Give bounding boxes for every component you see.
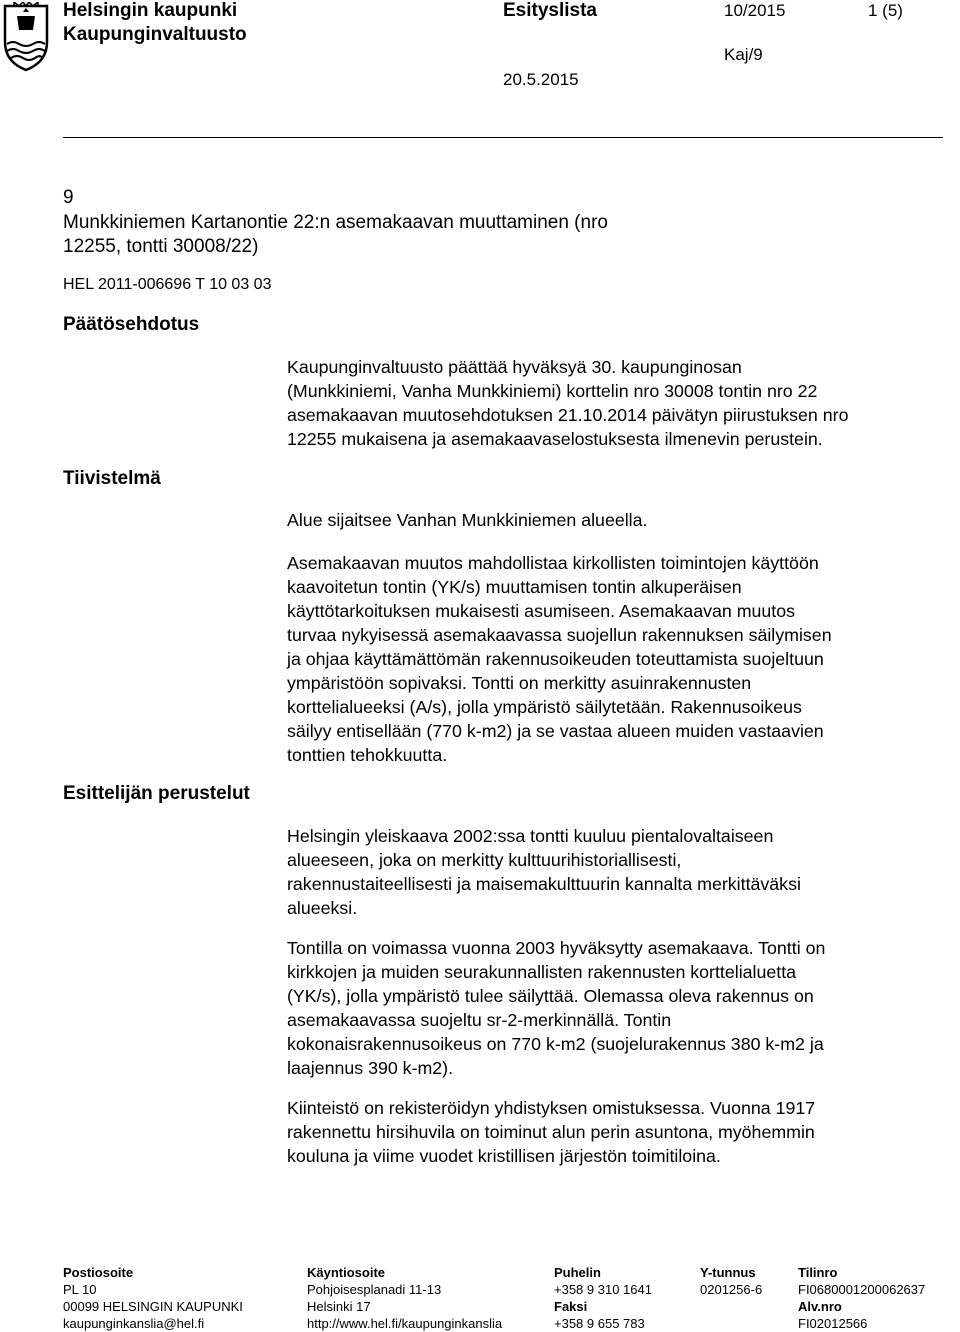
footer-phone bbox=[554, 1264, 652, 1332]
text-line: säilyy entisellään (770 k-m2) ja se vastaa alueen muiden vastaavien bbox=[287, 721, 824, 741]
footer-account-label: Tilinro bbox=[798, 1265, 838, 1280]
footer-website-link[interactable]: http://www.hel.fi/kaupunginkanslia bbox=[307, 1316, 503, 1331]
text-line: kokonaisrakennusoikeus on 770 k-m2 (suojelurakennus 380 k-m2 ja bbox=[287, 1034, 824, 1054]
text-line: (YK/s), jolla ympäristö tulee säilyttää. Olemassa oleva rakennus on bbox=[287, 986, 814, 1006]
text-line: Kaupunginvaltuusto päättää hyväksyä 30. kaupunginosan bbox=[287, 357, 742, 377]
text-line: ja ohjaa käyttämättömän rakennusoikeuden toteuttamista suojeltuun bbox=[287, 649, 824, 669]
summary-paragraph-2 bbox=[287, 551, 937, 767]
rationale-paragraph-1 bbox=[287, 824, 937, 920]
footer-postal-box: PL 10 bbox=[63, 1282, 97, 1297]
item-title-line-1: Munkkiniemen Kartanontie 22:n asemakaavan muuttaminen (nro bbox=[63, 212, 608, 233]
case-id: HEL 2011-006696 T 10 03 03 bbox=[63, 276, 272, 293]
text-line: turvaa nykyisessä asemakaavassa suojellun rakennuksen säilymisen bbox=[287, 625, 832, 645]
text-line: kouluna ja viime vuodet kristillisen järjestön toimitiloina. bbox=[287, 1146, 721, 1166]
footer-phone-number: +358 9 310 1641 bbox=[554, 1282, 652, 1297]
footer-postal bbox=[63, 1264, 243, 1332]
heading-summary: Tiivistelmä bbox=[63, 468, 161, 489]
text-line: (Munkkiniemi, Vanha Munkkiniemi) korttelin nro 30008 tontin nro 22 bbox=[287, 381, 818, 401]
item-number: 9 bbox=[63, 187, 74, 208]
heading-proposal: Päätösehdotus bbox=[63, 314, 200, 335]
footer-visit-street: Pohjoisesplanadi 11-13 bbox=[307, 1282, 442, 1297]
footer-ytunnus-label: Y-tunnus bbox=[700, 1265, 756, 1280]
meeting-date: 20.5.2015 bbox=[503, 70, 579, 89]
page-indicator: 1 (5) bbox=[868, 1, 903, 20]
text-line: Helsingin yleiskaava 2002:ssa tontti kuuluu pientalovaltaiseen bbox=[287, 826, 774, 846]
rationale-paragraph-2 bbox=[287, 936, 937, 1080]
footer-visit-label: Käyntiosoite bbox=[307, 1265, 386, 1280]
text-line: rakennettu hirsihuvila on toiminut alun perin asuntona, myöhemmin bbox=[287, 1122, 815, 1142]
footer-vat-label: Alv.nro bbox=[798, 1299, 842, 1314]
heading-rationale: Esittelijän perustelut bbox=[63, 783, 250, 804]
text-line: Alue sijaitsee Vanhan Munkkiniemen alueella. bbox=[287, 510, 648, 530]
footer-visit bbox=[307, 1264, 502, 1332]
text-line: kirkkojen ja muiden seurakunnallisten rakennusten korttelialuetta bbox=[287, 962, 797, 982]
text-line: korttelialueeksi (A/s), jolla ympäristö säilytetään. Rakennusoikeus bbox=[287, 697, 802, 717]
text-line: tonttien tehokkuutta. bbox=[287, 745, 448, 765]
footer-vat-value: FI02012566 bbox=[798, 1316, 868, 1331]
footer-postal-label: Postiosoite bbox=[63, 1265, 134, 1280]
header-divider bbox=[63, 137, 943, 138]
text-line: alueeksi. bbox=[287, 898, 358, 918]
footer-account-value: FI0680001200062637 bbox=[798, 1282, 926, 1297]
document-number: 10/2015 bbox=[724, 1, 786, 20]
proposal-paragraph bbox=[287, 355, 937, 451]
footer-fax-label: Faksi bbox=[554, 1299, 588, 1314]
text-line: Tontilla on voimassa vuonna 2003 hyväksytty asemakaava. Tontti on bbox=[287, 938, 826, 958]
item-code: Kaj/9 bbox=[724, 45, 763, 64]
text-line: Asemakaavan muutos mahdollistaa kirkollisten toimintojen käyttöön bbox=[287, 553, 819, 573]
footer-account bbox=[798, 1264, 925, 1332]
footer-postal-code: 00099 HELSINGIN KAUPUNKI bbox=[63, 1299, 243, 1314]
document-type: Esityslista bbox=[503, 0, 597, 21]
text-line: rakennustaiteellisesti ja maisemakulttuurin kannalta merkittäväksi bbox=[287, 874, 801, 894]
decision-body: Kaupunginvaltuusto bbox=[63, 24, 247, 45]
helsinki-coat-of-arms-logo bbox=[1, 2, 51, 72]
footer-phone-label: Puhelin bbox=[554, 1265, 601, 1280]
text-line: Kiinteistö on rekisteröidyn yhdistyksen omistuksessa. Vuonna 1917 bbox=[287, 1098, 816, 1118]
text-line: ympäristöön sopivaksi. Tontti on merkitty asuinrakennusten bbox=[287, 673, 752, 693]
footer-fax-number: +358 9 655 783 bbox=[554, 1316, 645, 1331]
text-line: asemakaavassa suojeltu sr-2-merkinnällä. Tontin bbox=[287, 1010, 672, 1030]
text-line: alueeseen, joka on merkitty kulttuurihistoriallisesti, bbox=[287, 850, 682, 870]
footer-ytunnus-value: 0201256-6 bbox=[700, 1282, 763, 1297]
item-title-line-2: 12255, tontti 30008/22) bbox=[63, 236, 259, 257]
rationale-paragraph-3 bbox=[287, 1096, 937, 1168]
footer-visit-city: Helsinki 17 bbox=[307, 1299, 371, 1314]
text-line: kaavoitetun tontin (YK/s) muuttamisen tontin alkuperäisen bbox=[287, 577, 742, 597]
text-line: laajennus 390 k-m2). bbox=[287, 1058, 454, 1078]
summary-paragraph-1 bbox=[287, 508, 937, 532]
org-name: Helsingin kaupunki bbox=[63, 0, 238, 21]
text-line: käyttötarkoituksen mukaisesti asumiseen. Asemakaavan muutos bbox=[287, 601, 795, 621]
footer-email-link[interactable]: kaupunginkanslia@hel.fi bbox=[63, 1316, 205, 1331]
text-line: asemakaavan muutosehdotuksen 21.10.2014 päivätyn piirustuksen nro bbox=[287, 405, 849, 425]
text-line: 12255 mukaisena ja asemakaavaselostuksesta ilmenevin perustein. bbox=[287, 429, 823, 449]
footer-ytunnus bbox=[700, 1264, 762, 1298]
